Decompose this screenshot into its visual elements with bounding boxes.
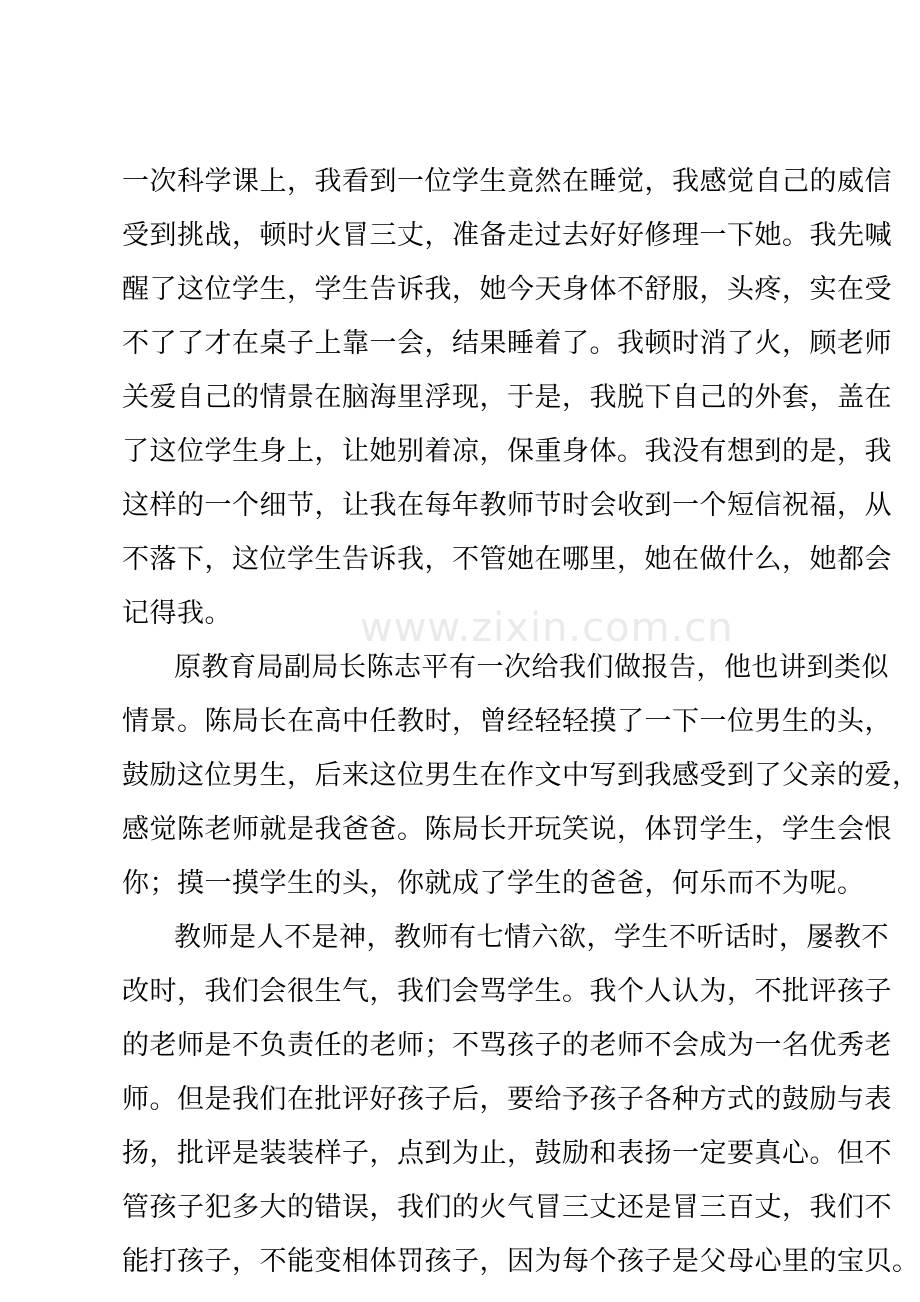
paragraph-3-line-3: 的老师是不负责任的老师；不骂孩子的老师不会成为一名优秀老 (122, 1030, 892, 1061)
paragraph-2-line-5: 你；摸一摸学生的头，你就成了学生的爸爸，何乐而不为呢。 (122, 868, 865, 899)
paragraph-1-line-5: 关爱自己的情景在脑海里浮现，于是，我脱下自己的外套，盖在 (122, 382, 892, 413)
paragraph-1-line-3: 醒了这位学生，学生告诉我，她今天身体不舒服，头疼，实在受 (122, 274, 892, 305)
paragraph-3-line-7: 能打孩子，不能变相体罚孩子，因为每个孩子是父母心里的宝贝。 (122, 1246, 920, 1277)
paragraph-1-line-9: 记得我。 (122, 598, 232, 629)
paragraph-1-line-7: 这样的一个细节，让我在每年教师节时会收到一个短信祝福，从 (122, 490, 892, 521)
paragraph-1-line-2: 受到挑战，顿时火冒三丈，准备走过去好好修理一下她。我先喊 (122, 220, 892, 251)
paragraph-3-line-1: 教师是人不是神，教师有七情六欲，学生不听话时，屡教不 (174, 922, 889, 953)
paragraph-2-line-2: 情景。陈局长在高中任教时，曾经轻轻摸了一下一位男生的头， (122, 706, 892, 737)
paragraph-1-line-6: 了这位学生身上，让她别着凉，保重身体。我没有想到的是，我 (122, 436, 892, 467)
paragraph-1-line-8: 不落下，这位学生告诉我，不管她在哪里，她在做什么，她都会 (122, 544, 892, 575)
paragraph-2-line-4: 感觉陈老师就是我爸爸。陈局长开玩笑说，体罚学生，学生会恨 (122, 814, 892, 845)
paragraph-1-line-1: 一次科学课上，我看到一位学生竟然在睡觉，我感觉自己的威信 (122, 166, 892, 197)
watermark: www.zixin.com.cn (360, 605, 734, 651)
paragraph-3-line-5: 扬，批评是装装样子，点到为止，鼓励和表扬一定要真心。但不 (122, 1138, 892, 1169)
paragraph-3-line-2: 改时，我们会很生气，我们会骂学生。我个人认为，不批评孩子 (122, 976, 892, 1007)
paragraph-1-line-4: 不了了才在桌子上靠一会，结果睡着了。我顿时消了火，顾老师 (122, 328, 892, 359)
paragraph-2-line-1: 原教育局副局长陈志平有一次给我们做报告，他也讲到类似 (174, 652, 889, 683)
paragraph-2-line-3: 鼓励这位男生，后来这位男生在作文中写到我感受到了父亲的爱， (122, 760, 920, 791)
paragraph-3-line-6: 管孩子犯多大的错误，我们的火气冒三丈还是冒三百丈，我们不 (122, 1192, 892, 1223)
paragraph-3-line-4: 师。但是我们在批评好孩子后，要给予孩子各种方式的鼓励与表 (122, 1084, 892, 1115)
